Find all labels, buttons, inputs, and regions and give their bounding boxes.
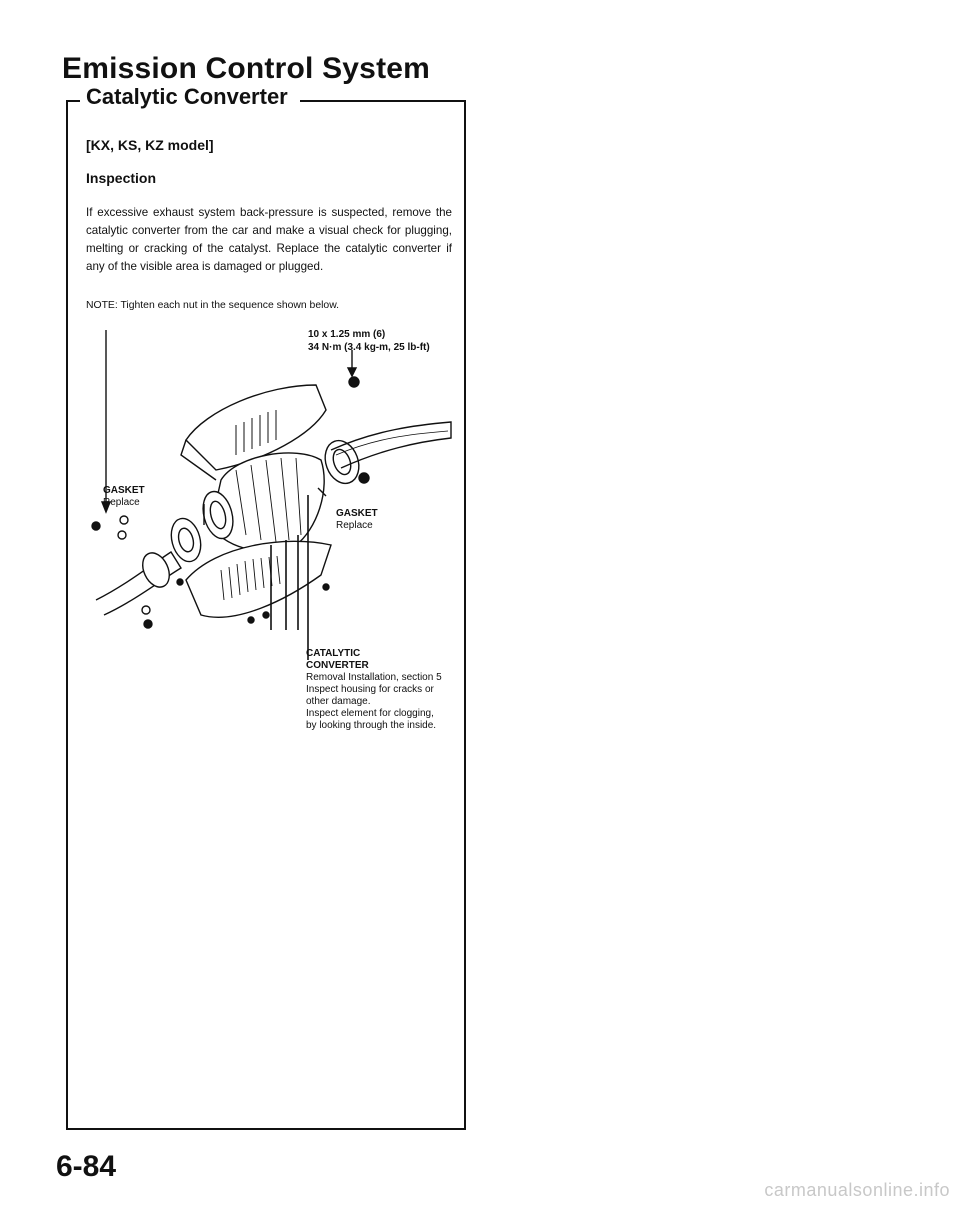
catalytic-converter-callout <box>306 648 442 732</box>
converter-note-5: by looking through the inside. <box>306 720 437 731</box>
torque-line-2: 34 N·m (3.4 kg-m, 25 lb-ft) <box>308 342 430 353</box>
gasket-left-callout <box>103 485 145 509</box>
frame-top-left-rule <box>66 100 80 102</box>
watermark: carmanualsonline.info <box>764 1180 950 1200</box>
converter-note-3: other damage. <box>306 696 371 707</box>
note-text: Tighten each nut in the sequence shown below. <box>120 300 340 311</box>
inspection-text: If excessive exhaust system back-pressure is suspected, remove the catalytic converter from the car and make a visual check for plugging, melting or cracking of the catalyst. Replace the catalytic converter if any of the visible area is damaged or plugged. <box>86 206 452 273</box>
note <box>86 300 339 311</box>
note-label: NOTE: <box>86 300 118 311</box>
gasket-left-title: GASKET <box>103 485 145 496</box>
converter-title-2: CONVERTER <box>306 660 369 671</box>
converter-note-2: Inspect housing for cracks or <box>306 684 434 695</box>
frame-top-right-rule <box>300 100 466 102</box>
page-number: 6-84 <box>56 1150 117 1183</box>
gasket-right-title: GASKET <box>336 508 378 519</box>
model-heading: [KX, KS, KZ model] <box>86 137 214 153</box>
gasket-right-note: Replace <box>336 520 373 531</box>
page-title: Emission Control System <box>62 52 431 85</box>
converter-note-1: Removal Installation, section 5 <box>306 672 442 683</box>
torque-line-1: 10 x 1.25 mm (6) <box>308 329 386 340</box>
inspection-heading: Inspection <box>86 170 157 186</box>
converter-title-1: CATALYTIC <box>306 648 361 659</box>
section-title: Catalytic Converter <box>86 84 288 109</box>
converter-note-4: Inspect element for clogging, <box>306 708 434 719</box>
gasket-left-note: Replace <box>103 497 140 508</box>
gasket-right-callout <box>336 508 378 532</box>
